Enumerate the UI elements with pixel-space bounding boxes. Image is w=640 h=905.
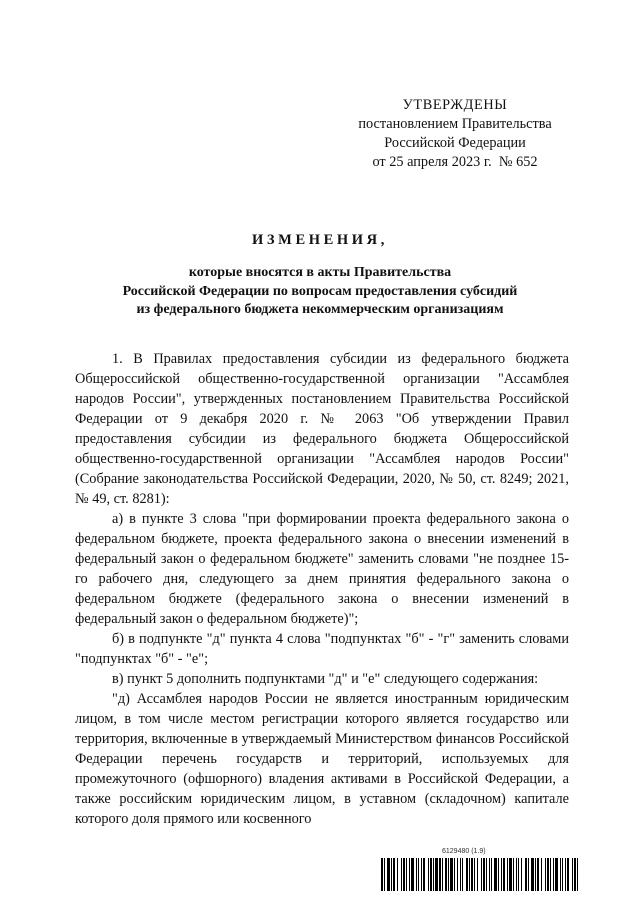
paragraph-subitem-b: б) в подпункте "д" пункта 4 слова "подпунктах "б" - "г" заменить словами "подпунктах "б" - "е"; — [75, 631, 569, 667]
paragraph-subitem-v: в) пункт 5 дополнить подпунктами "д" и "е" следующего содержания: — [112, 671, 539, 687]
document-subtitle — [60, 264, 580, 320]
approval-block — [335, 96, 575, 172]
approval-line-1: постановлением Правительства — [358, 116, 552, 132]
document-type-title: ИЗМЕНЕНИЯ, — [252, 232, 388, 248]
paragraph-subitem-a: а) в пункте 3 слова "при формировании проекта федерального закона о федеральном бюджете, проекта федерального закона о внесении изменений в федеральный закон о федеральном бюджете" заменить словами "не позднее 15-го рабочего дня, следующего за днем принятия федерального закона о федеральном бюджете (федерального закона о внесении изменений в федеральный закон о федеральном бюджете)"; — [75, 511, 569, 627]
subtitle-line: из федерального бюджета некоммерческим организациям — [136, 302, 504, 317]
paragraph-quote-d: "д) Ассамблея народов России не является иностранным юридическим лицом, в том числе местом регистрации которого является государство или территория, включенные в утверждаемый Министерством финансов Российской Федерации перечень государств и территорий, используемых для промежуточного (офшорного) владения активами в Российской Федерации, а также российским юридическим лицом, в уставном (складочном) капитале которого доля прямого или косвенного — [75, 691, 569, 827]
approval-stamp: УТВЕРЖДЕНЫ — [402, 97, 508, 113]
paragraph-item-1: 1. В Правилах предоставления субсидии из федерального бюджета Общероссийской общественно-государственной организации "Ассамблея народов России", утвержденных постановлением Правительства Российской Федерации от 9 декабря 2020 г. № 2063 "Об утверждении Правил предоставления субсидии из федерального бюджета Общероссийской общественно-государственной организации "Ассамблея народов России" (Собрание законодательства Российской Федерации, 2020, № 50, ст. 8249; 2021, № 49, ст. 8281): — [75, 351, 569, 507]
document-body — [75, 349, 569, 829]
approval-line-3: от 25 апреля 2023 г. № 652 — [372, 154, 538, 170]
barcode-label: 6129480 (1.9) — [442, 848, 486, 855]
barcode-bars — [380, 858, 580, 891]
subtitle-line: которые вносятся в акты Правительства — [188, 265, 452, 280]
approval-line-2: Российской Федерации — [384, 135, 526, 151]
barcode — [380, 848, 580, 891]
subtitle-line: Российской Федерации по вопросам предоставления субсидий — [122, 283, 518, 299]
document-heading — [60, 231, 580, 320]
